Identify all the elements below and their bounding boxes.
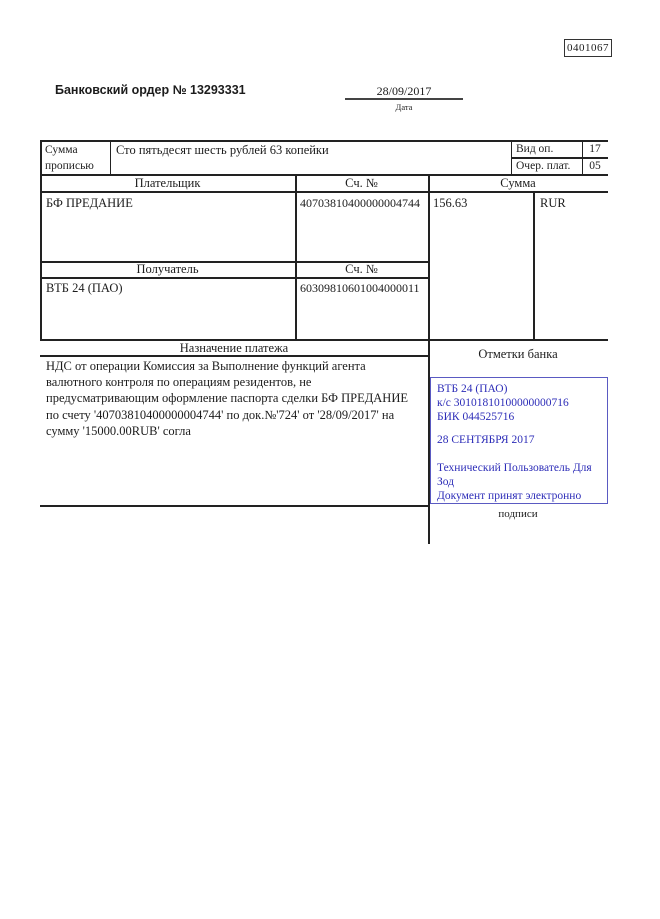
bank-stamp-box [430, 377, 608, 504]
date-value: 28/09/2017 [376, 84, 432, 98]
date-caption: Дата [395, 102, 413, 112]
purpose-line: предусматривающим оформление паспорта сделки БФ ПРЕДАНИЕ [46, 391, 408, 406]
grid-vline-optype-left [511, 140, 512, 175]
amount-currency: RUR [540, 196, 566, 210]
form-code-box: 0401067 [564, 39, 612, 57]
payer-name: БФ ПРЕДАНИЕ [46, 196, 133, 210]
stamp-line: Технический Пользователь Для [437, 461, 592, 474]
bank-marks-header: Отметки банка [478, 347, 558, 361]
purpose-line: валютного контроля по операциям резидентов, не [46, 375, 312, 390]
purpose-line: НДС от операции Комиссия за Выполнение функций агента [46, 359, 366, 373]
grid-vline-currency [533, 191, 535, 339]
purpose-header: Назначение платежа [179, 341, 289, 355]
amount-column-header: Сумма [500, 176, 536, 190]
stamp-line: ВТБ 24 (ПАО) [437, 383, 508, 395]
payee-name: ВТБ 24 (ПАО) [46, 281, 123, 295]
grid-hline-under-header [40, 191, 608, 193]
amount-value: 156.63 [433, 196, 468, 210]
op-type-value: 17 [589, 143, 601, 155]
stamp-line: Документ принят электронно [437, 490, 582, 503]
amount-words-label: Сумма прописью [45, 144, 94, 172]
purpose-line: сумму '15000.00RUB' согла [46, 423, 191, 438]
payee-account: 60309810601004000011 [300, 281, 420, 295]
op-type-label: Вид оп. [516, 143, 554, 155]
amount-words-value: Сто пятьдесят шесть рублей 63 копейки [116, 143, 329, 157]
date-underline [345, 98, 463, 100]
stamp-line: БИК 044525716 [437, 411, 515, 424]
stamp-line-blank [437, 425, 603, 433]
payee-column-header: Получатель [136, 262, 199, 276]
purpose-line: по счету '40703810400000004744' по док.№'724' от '28/09/2017' на [46, 407, 395, 422]
grid-hline-bottom-left [40, 505, 428, 507]
purpose-text [46, 358, 428, 439]
grid-vline-left-border [40, 140, 42, 340]
stamp-line: к/с 30101810100000000716 [437, 397, 569, 410]
stamp-line: Зод [437, 476, 455, 489]
payer-account-column-header: Сч. № [345, 176, 378, 190]
grid-vline-words-label [110, 140, 111, 175]
payer-column-header: Плательщик [134, 176, 201, 190]
document-title: Банковский ордер № 13293331 [55, 83, 246, 97]
payment-priority-value: 05 [589, 160, 601, 172]
signatures-caption: подписи [498, 508, 538, 520]
payment-priority-label: Очер. плат. [516, 160, 571, 172]
grid-hline-under-payee-header [40, 277, 428, 279]
stamp-line: 28 СЕНТЯБРЯ 2017 [437, 433, 535, 446]
stamp-line-blank [437, 447, 603, 461]
grid-vline-payer-account [295, 174, 297, 340]
payee-account-column-header: Сч. № [345, 262, 378, 276]
payer-account: 40703810400000004744 [300, 196, 420, 210]
